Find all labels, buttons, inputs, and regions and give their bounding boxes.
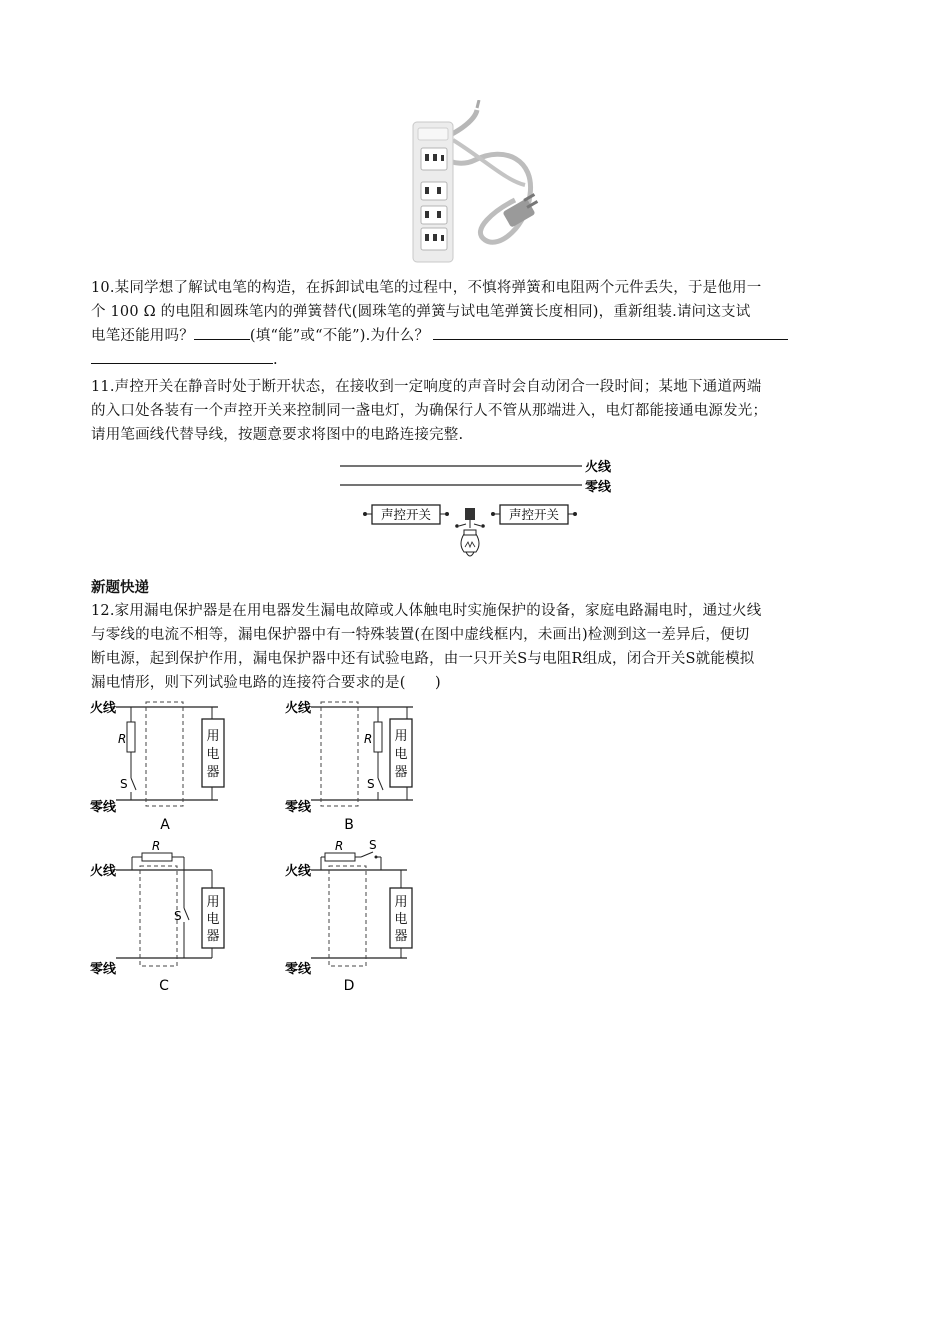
svg-text:火线: 火线 [90, 701, 117, 716]
svg-text:器: 器 [394, 929, 408, 944]
svg-text:R: R [118, 732, 127, 746]
option-b-label: B [344, 817, 354, 833]
svg-text:火线: 火线 [285, 864, 312, 879]
svg-text:用: 用 [394, 729, 408, 744]
q12-line2: 与零线的电流不相等，漏电保护器中有一特殊装置(在图中虚线框内，未画出)检测到这一差异后，便切 [91, 627, 750, 643]
answer-blank-3[interactable] [91, 349, 273, 364]
option-c-label: C [159, 978, 169, 994]
svg-text:R: R [335, 839, 344, 853]
lamp-holder [465, 508, 475, 520]
q10-line2: 个 100 Ω 的电阻和圆珠笔内的弹簧替代(圆珠笔的弹簧与试电笔弹簧长度相同)，重新组装.请问这支试 [91, 304, 751, 320]
option-a-label: A [160, 817, 170, 833]
q12-line3: 断电源，起到保护作用，漏电保护器中还有试验电路，由一只开关S与电阻R组成，闭合开关S就能模拟 [91, 651, 755, 667]
svg-text:器: 器 [394, 765, 408, 780]
question-10 [91, 276, 861, 372]
question-12 [91, 599, 861, 695]
option-d-diagram [283, 838, 433, 998]
q12-line4: 漏电情形，则下列试验电路的连接符合要求的是( ) [91, 675, 441, 691]
option-b-diagram [283, 696, 433, 836]
section-heading: 新题快递 [91, 580, 149, 596]
option-c-diagram [88, 838, 238, 998]
option-a-diagram [88, 696, 238, 836]
svg-text:S: S [174, 909, 182, 923]
option-d-label: D [343, 978, 355, 994]
q12-line1: 12.家用漏电保护器是在用电器发生漏电故障或人体触电时实施保护的设备，家庭电路漏电时，通过火线 [91, 603, 762, 619]
svg-text:电: 电 [206, 747, 220, 762]
q10-line1: 10.某同学想了解试电笔的构造，在拆卸试电笔的过程中，不慎将弹簧和电阻两个元件丢失，于是他用一 [91, 280, 762, 296]
svg-text:器: 器 [206, 929, 220, 944]
svg-text:R: R [152, 839, 161, 853]
svg-text:零线: 零线 [285, 800, 312, 815]
live-wire-label: 火线 [585, 460, 612, 475]
svg-text:电: 电 [394, 912, 408, 927]
power-strip-photo [405, 100, 550, 265]
svg-text:用: 用 [394, 895, 408, 910]
voice-switch-right-label: 声控开关 [508, 507, 560, 522]
q10-line3 [91, 324, 861, 348]
q10-line4 [91, 348, 861, 372]
svg-text:火线: 火线 [90, 864, 117, 879]
svg-text:S: S [120, 777, 128, 791]
voice-switch-left-label: 声控开关 [380, 507, 432, 522]
svg-text:电: 电 [394, 747, 408, 762]
question-11 [91, 375, 861, 447]
svg-text:零线: 零线 [285, 962, 312, 977]
answer-blank-2[interactable] [433, 325, 788, 340]
q10-line3b: (填“能”或“不能”).为什么？ [249, 328, 430, 344]
q11-line3: 请用笔画线代替导线，按题意要求将图中的电路连接完整. [91, 427, 464, 443]
lamp-bulb-icon [461, 534, 479, 552]
svg-text:用: 用 [206, 895, 220, 910]
svg-text:用: 用 [206, 729, 220, 744]
q11-line1: 11.声控开关在静音时处于断开状态，在接收到一定响度的声音时会自动闭合一段时间；某地下通道两端 [91, 379, 762, 395]
svg-text:零线: 零线 [90, 800, 117, 815]
svg-text:S: S [369, 838, 377, 852]
q11-line2: 的入口处各装有一个声控开关来控制同一盏电灯，为确保行人不管从那端进入，电灯都能接通电源发光； [91, 403, 768, 419]
svg-text:电: 电 [206, 912, 220, 927]
svg-text:R: R [364, 732, 373, 746]
q10-line4-end: . [273, 352, 278, 368]
answer-blank-1[interactable] [194, 325, 250, 340]
svg-text:S: S [367, 777, 375, 791]
svg-text:火线: 火线 [285, 701, 312, 716]
voice-switch-circuit-diagram [330, 452, 630, 570]
neutral-wire-label: 零线 [585, 480, 612, 495]
q10-line3a: 电笔还能用吗？ [91, 328, 194, 344]
svg-text:器: 器 [206, 765, 220, 780]
svg-text:零线: 零线 [90, 962, 117, 977]
